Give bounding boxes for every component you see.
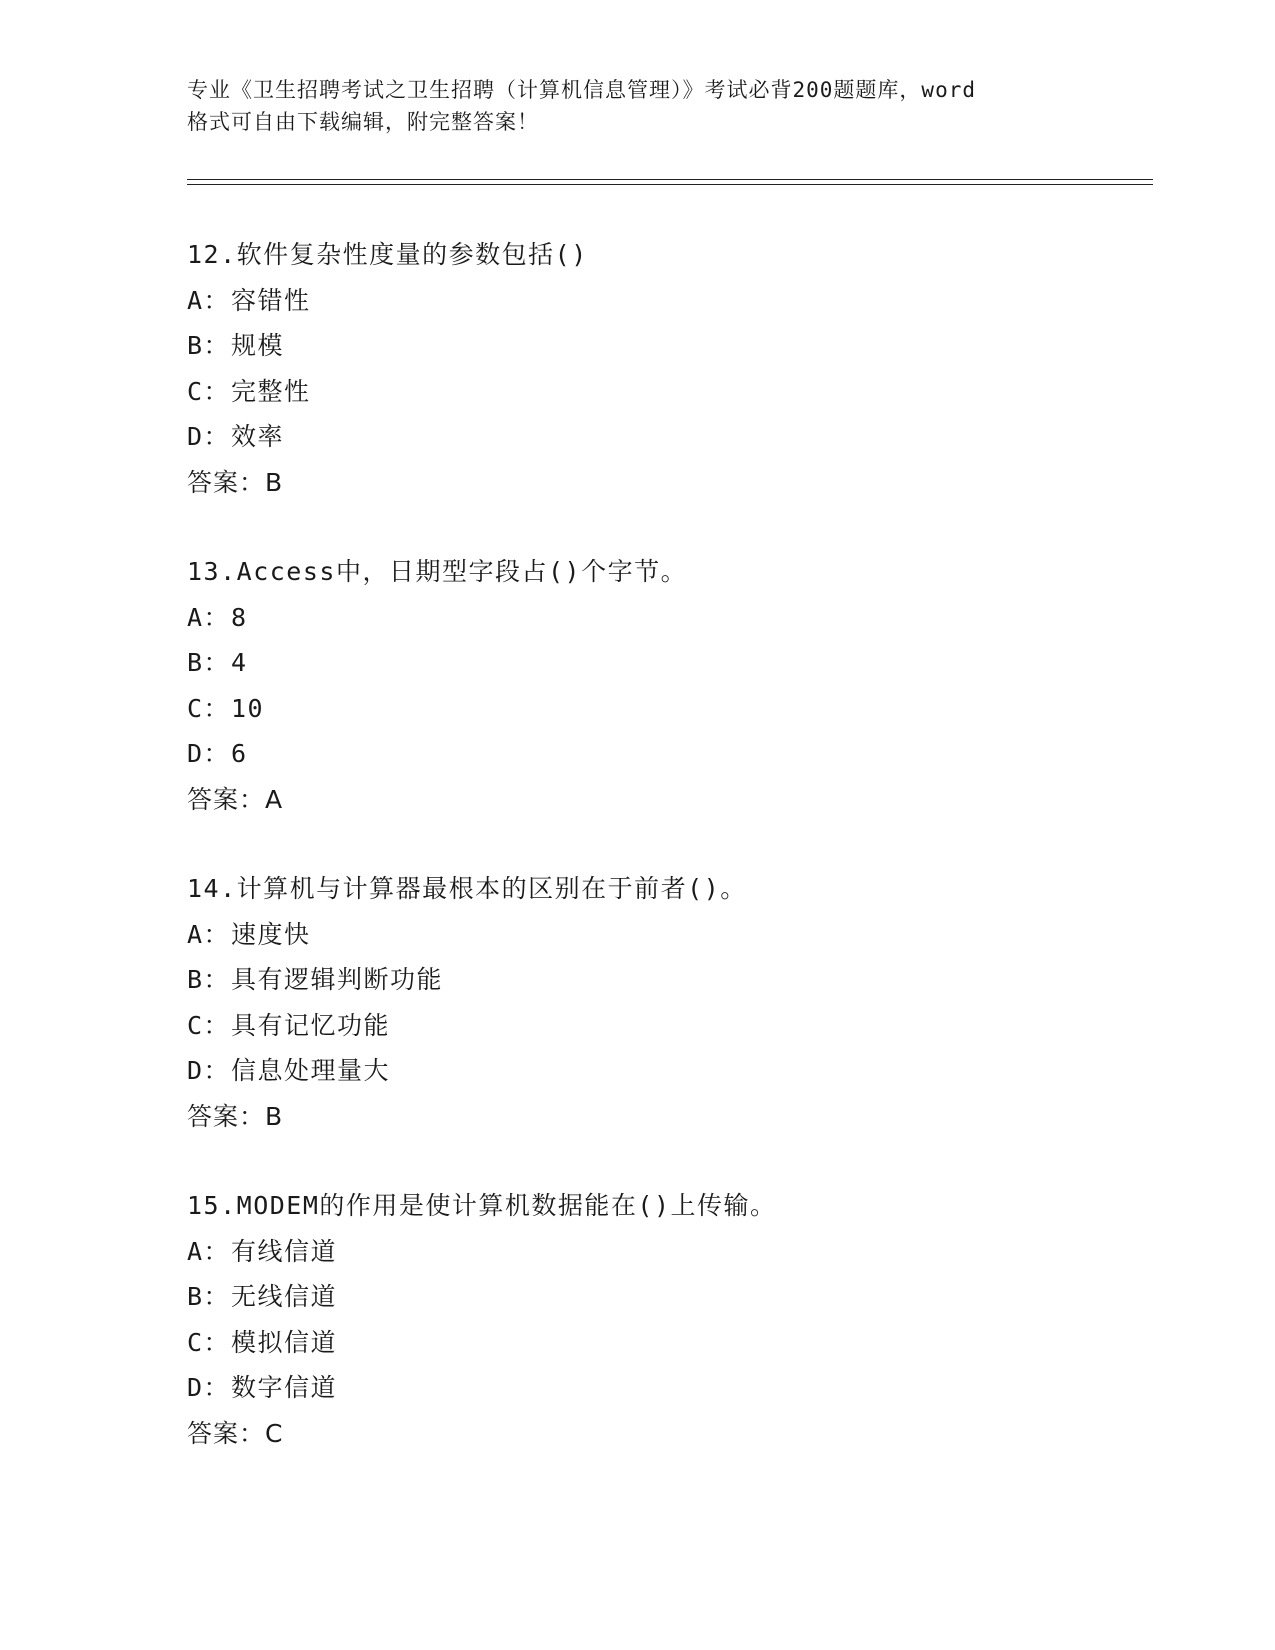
- answer: 答案：A: [187, 784, 284, 814]
- option-c: [187, 1320, 1147, 1366]
- option-key: D：: [187, 739, 231, 768]
- question-stem: 13.Access中，日期型字段占()个字节。: [187, 557, 688, 586]
- question-item: [187, 866, 1147, 1139]
- option-key: B：: [187, 648, 231, 677]
- option-c: [187, 1003, 1147, 1049]
- option-key: C：: [187, 1010, 231, 1040]
- option-text: 具有逻辑判断功能: [231, 965, 444, 994]
- header-divider-bottom: [187, 184, 1153, 185]
- question-stem: 14.计算机与计算器最根本的区别在于前者()。: [187, 874, 747, 903]
- header-line-1: 专业《卫生招聘考试之卫生招聘（计算机信息管理）》考试必背200题题库，word: [187, 78, 976, 102]
- question-stem: 12.软件复杂性度量的参数包括(): [187, 240, 588, 269]
- option-key: D：: [187, 1056, 231, 1085]
- option-text: 4: [231, 648, 248, 677]
- option-text: 信息处理量大: [231, 1056, 391, 1085]
- option-text: 10: [231, 693, 265, 723]
- option-d: [187, 414, 1147, 460]
- header-divider-top: [187, 179, 1153, 180]
- option-key: C：: [187, 693, 231, 723]
- option-key: A：: [187, 1236, 231, 1266]
- option-text: 完整性: [231, 376, 311, 406]
- option-text: 效率: [231, 422, 285, 451]
- option-d: [187, 1048, 1147, 1094]
- option-c: [187, 686, 1147, 732]
- option-key: B：: [187, 1282, 231, 1311]
- document-header: [187, 74, 1087, 138]
- option-a: [187, 1229, 1147, 1275]
- option-key: D：: [187, 422, 231, 451]
- option-c: [187, 369, 1147, 415]
- option-text: 速度快: [231, 919, 311, 949]
- option-text: 容错性: [231, 285, 311, 315]
- answer: 答案：B: [187, 1101, 284, 1131]
- option-a: [187, 912, 1147, 958]
- option-text: 数字信道: [231, 1373, 338, 1402]
- option-key: A：: [187, 919, 231, 949]
- option-key: B：: [187, 331, 231, 360]
- option-text: 有线信道: [231, 1236, 338, 1266]
- option-text: 具有记忆功能: [231, 1010, 391, 1040]
- option-text: 6: [231, 739, 248, 768]
- option-text: 8: [231, 602, 248, 632]
- question-item: [187, 1183, 1147, 1456]
- question-item: [187, 549, 1147, 822]
- option-b: [187, 640, 1147, 686]
- answer: 答案：B: [187, 467, 284, 497]
- option-d: [187, 1365, 1147, 1411]
- option-b: [187, 957, 1147, 1003]
- option-key: C：: [187, 376, 231, 406]
- option-a: [187, 278, 1147, 324]
- question-list: [187, 232, 1147, 1456]
- option-b: [187, 1274, 1147, 1320]
- option-key: B：: [187, 965, 231, 994]
- option-text: 无线信道: [231, 1282, 338, 1311]
- option-b: [187, 323, 1147, 369]
- question-item: [187, 232, 1147, 505]
- option-key: D：: [187, 1373, 231, 1402]
- option-text: 规模: [231, 331, 285, 360]
- option-d: [187, 731, 1147, 777]
- option-key: A：: [187, 285, 231, 315]
- option-key: A：: [187, 602, 231, 632]
- option-text: 模拟信道: [231, 1327, 338, 1357]
- answer: 答案：C: [187, 1418, 284, 1448]
- option-key: C：: [187, 1327, 231, 1357]
- question-stem: 15.MODEM的作用是使计算机数据能在()上传输。: [187, 1191, 777, 1220]
- option-a: [187, 595, 1147, 641]
- header-line-2: 格式可自由下载编辑，附完整答案！: [187, 110, 539, 134]
